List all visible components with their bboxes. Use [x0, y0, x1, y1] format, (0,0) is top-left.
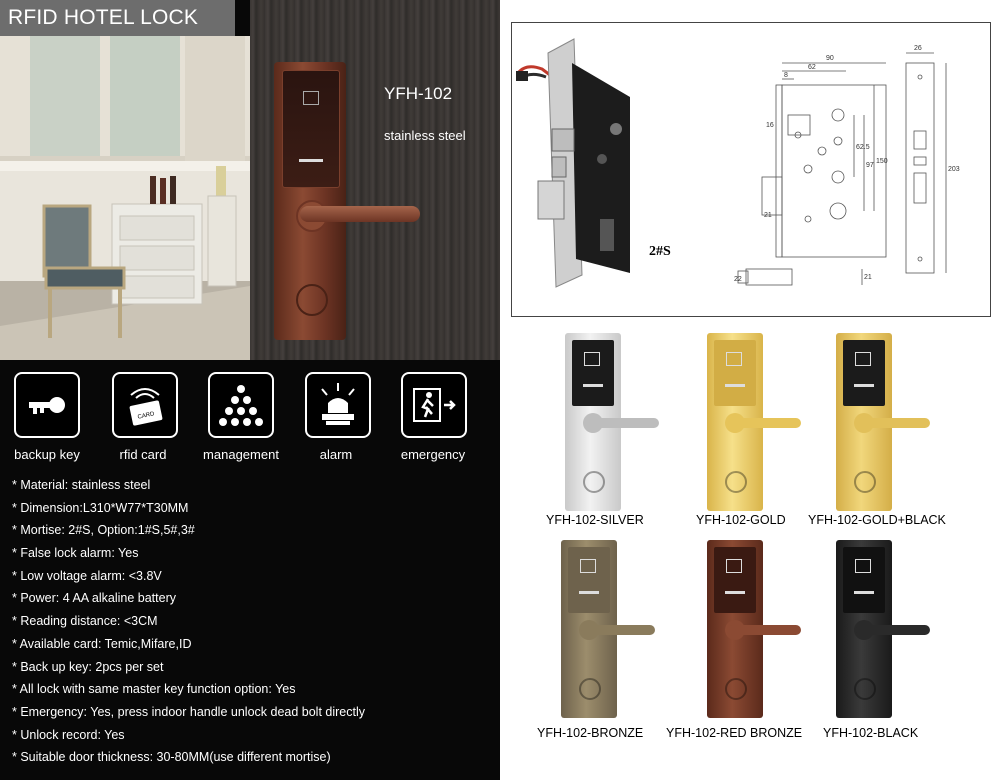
rfid-card-feature	[112, 372, 178, 438]
feature-label-backup-key: backup key	[14, 447, 80, 462]
dim-26: 26	[914, 45, 922, 52]
mortise-type-label: 2#S	[649, 244, 671, 259]
mortise-photo	[516, 39, 630, 287]
red-bronze-lock-image	[274, 62, 346, 340]
svg-text:CARD: CARD	[137, 411, 156, 421]
title-bar	[0, 0, 235, 36]
backup-key-feature	[14, 372, 80, 438]
keyhole-cover	[579, 678, 601, 700]
spec-item: * False lock alarm: Yes	[12, 546, 139, 561]
lock-variant-gold-black	[836, 333, 892, 511]
feature-label-management: management	[203, 447, 279, 462]
rfid-logo-icon	[855, 559, 871, 573]
dim-22: 22	[734, 276, 742, 283]
spec-item: * Low voltage alarm: <3.8V	[12, 568, 162, 583]
rfid-logo-icon	[303, 91, 319, 105]
card-reader-panel	[843, 547, 885, 613]
feature-label-emergency: emergency	[400, 447, 466, 462]
lever-handle	[856, 625, 930, 635]
spec-item: * Suitable door thickness: 30-80MM(use different mortise)	[12, 750, 331, 765]
feature-label-rfid-card: rfid card	[119, 447, 167, 462]
lock-variant-silver	[565, 333, 621, 511]
variant-label-black: YFH-102-BLACK	[823, 726, 919, 740]
card-reader-panel	[714, 547, 756, 613]
variant-label-gold-black: YFH-102-GOLD+BLACK	[808, 513, 946, 527]
rfid-logo-icon	[584, 352, 600, 366]
spec-item: * Mortise: 2#S, Option:1#S,5#,3#	[12, 523, 195, 538]
dim-62-5: 62.5	[856, 144, 870, 151]
keyhole-cover	[296, 284, 328, 316]
card-reader-panel	[282, 70, 340, 188]
mortise-drawing	[512, 23, 990, 316]
rfid-logo-icon	[855, 352, 871, 366]
indicator-slot	[725, 384, 745, 387]
technical-drawing	[738, 53, 946, 285]
hotel-room-photo	[0, 36, 250, 360]
mortise-diagram-box	[511, 22, 991, 317]
spec-item: * Available card: Temic,Mifare,ID	[12, 636, 192, 651]
management-feature	[208, 372, 274, 438]
dim-90: 90	[826, 55, 834, 62]
spec-item: * Unlock record: Yes	[12, 727, 125, 742]
indicator-slot	[854, 591, 874, 594]
keyhole-cover	[583, 471, 605, 493]
lever-handle	[727, 418, 801, 428]
keyhole-cover	[725, 471, 747, 493]
indicator-slot	[725, 591, 745, 594]
spec-item: * Reading distance: <3CM	[12, 614, 158, 629]
spec-item: * Back up key: 2pcs per set	[12, 659, 164, 674]
lever-handle	[300, 206, 420, 222]
spec-item: * Emergency: Yes, press indoor handle unlock dead bolt directly	[12, 704, 365, 719]
alarm-feature	[305, 372, 371, 438]
variant-label-red-bronze: YFH-102-RED BRONZE	[666, 726, 803, 740]
variant-label-gold: YFH-102-GOLD	[696, 513, 786, 527]
hero-material: stainless steel	[384, 128, 466, 143]
spec-item: * Dimension:L310*W77*T30MM	[12, 500, 189, 515]
keyhole-cover	[854, 471, 876, 493]
page-title: RFID HOTEL LOCK	[8, 6, 199, 29]
indicator-slot	[854, 384, 874, 387]
lock-variant-red-bronze	[707, 540, 763, 718]
key-icon	[23, 381, 71, 429]
card-reader-panel	[843, 340, 885, 406]
hero-model-name: YFH-102	[384, 84, 453, 103]
dim-8: 8	[784, 72, 788, 79]
dim-62: 62	[808, 64, 816, 71]
rfid-logo-icon	[726, 559, 742, 573]
dim-21-b: 21	[864, 274, 872, 281]
dim-21-a: 21	[764, 212, 772, 219]
rfid-card-icon	[121, 381, 169, 429]
management-icon	[217, 381, 265, 429]
lever-handle	[581, 625, 655, 635]
emergency-feature	[401, 372, 467, 438]
indicator-slot	[579, 591, 599, 594]
rfid-logo-icon	[580, 559, 596, 573]
dim-97: 97	[866, 162, 874, 169]
dim-203: 203	[948, 166, 960, 173]
variant-label-bronze: YFH-102-BRONZE	[537, 726, 644, 740]
spec-item: * All lock with same master key function option: Yes	[12, 682, 296, 697]
spec-item: * Material: stainless steel	[12, 478, 151, 492]
dim-150: 150	[876, 158, 888, 165]
lever-handle	[585, 418, 659, 428]
keyhole-cover	[725, 678, 747, 700]
indicator-slot	[299, 159, 323, 162]
alarm-icon	[314, 381, 362, 429]
lock-variant-gold	[707, 333, 763, 511]
variant-label-silver: YFH-102-SILVER	[546, 513, 644, 527]
spec-item: * Power: 4 AA alkaline battery	[12, 591, 176, 606]
indicator-slot	[583, 384, 603, 387]
rfid-logo-icon	[726, 352, 742, 366]
keyhole-cover	[854, 678, 876, 700]
lock-variant-black	[836, 540, 892, 718]
card-reader-panel	[714, 340, 756, 406]
lever-handle	[856, 418, 930, 428]
dim-16: 16	[766, 122, 774, 129]
specification-list	[12, 474, 365, 769]
lever-handle	[727, 625, 801, 635]
feature-label-alarm: alarm	[319, 447, 353, 462]
emergency-exit-icon	[410, 381, 458, 429]
card-reader-panel	[572, 340, 614, 406]
card-reader-panel	[568, 547, 610, 613]
lock-variant-bronze	[561, 540, 617, 718]
